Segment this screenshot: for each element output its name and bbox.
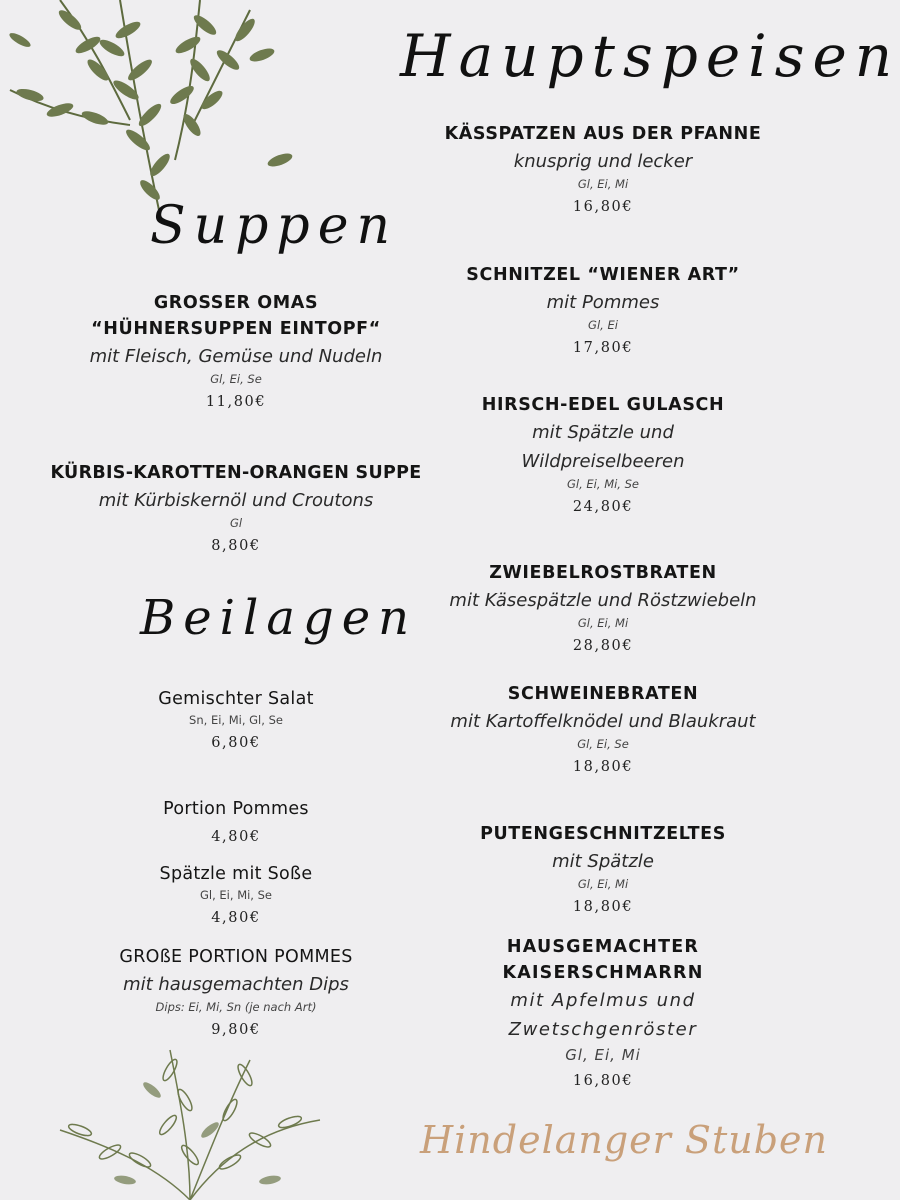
section-title-hauptspeisen: Hauptspeisen bbox=[400, 22, 900, 90]
item-price: 9,80€ bbox=[211, 1022, 261, 1038]
item-price: 6,80€ bbox=[211, 735, 261, 751]
item-name: SCHWEINEBRATEN bbox=[507, 684, 699, 704]
item-allergens: Sn, Ei, Mi, Gl, Se bbox=[189, 713, 283, 727]
item-allergens: Gl, Ei, Mi bbox=[577, 616, 629, 630]
item-name: “HÜHNERSUPPEN EINTOPF“ bbox=[91, 319, 381, 339]
item-description: mit Fleisch, Gemüse und Nudeln bbox=[89, 346, 383, 367]
item-allergens: Gl, Ei, Mi bbox=[565, 1046, 641, 1064]
menu-item-kaesspatzen bbox=[418, 121, 788, 218]
item-price: 4,80€ bbox=[211, 829, 261, 845]
item-allergens: Gl, Ei, Mi bbox=[577, 177, 629, 191]
menu-item-schweinebraten bbox=[418, 681, 788, 778]
section-title-suppen: Suppen bbox=[150, 196, 398, 256]
item-price: 16,80€ bbox=[572, 199, 634, 215]
item-description: knusprig und lecker bbox=[513, 151, 693, 172]
item-description: mit Pommes bbox=[546, 292, 660, 313]
item-price: 17,80€ bbox=[572, 340, 634, 356]
item-description: mit Apfelmus und bbox=[510, 990, 696, 1011]
item-allergens: Gl, Ei, Mi bbox=[577, 877, 629, 891]
item-name: Spätzle mit Soße bbox=[159, 864, 313, 884]
menu-item-salat bbox=[50, 686, 422, 754]
item-description: mit hausgemachten Dips bbox=[123, 974, 349, 995]
item-name: ZWIEBELROSTBRATEN bbox=[489, 563, 717, 583]
item-price: 11,80€ bbox=[205, 394, 267, 410]
menu-item-zwiebelrostbraten bbox=[418, 560, 788, 657]
item-name: Gemischter Salat bbox=[158, 689, 314, 709]
menu-item-putengeschnitzeltes bbox=[418, 821, 788, 918]
menu-item-spaetzle bbox=[50, 861, 422, 929]
item-price: 28,80€ bbox=[572, 638, 634, 654]
item-name: PUTENGESCHNITZELTES bbox=[480, 824, 726, 844]
item-description: Zwetschgenröster bbox=[508, 1019, 698, 1040]
item-name: GROSSER OMAS bbox=[153, 293, 319, 313]
item-description: mit Spätzle bbox=[552, 851, 654, 872]
item-name: SCHNITZEL “WIENER ART” bbox=[466, 265, 740, 285]
item-name: GROßE PORTION POMMES bbox=[119, 947, 353, 967]
item-description: mit Kartoffelknödel und Blaukraut bbox=[450, 711, 756, 732]
item-price: 8,80€ bbox=[211, 538, 261, 554]
item-name: KÄSSPATZEN AUS DER PFANNE bbox=[444, 124, 762, 144]
suppen-beilagen-column bbox=[50, 0, 422, 1100]
item-allergens: Gl, Ei bbox=[588, 318, 618, 332]
item-description: mit Spätzle und bbox=[532, 422, 674, 443]
menu-item-pommes bbox=[50, 796, 422, 848]
menu-item-hirsch-gulasch bbox=[418, 392, 788, 518]
item-price: 18,80€ bbox=[572, 899, 634, 915]
item-price: 24,80€ bbox=[572, 499, 634, 515]
menu-item-kaiserschmarrn bbox=[418, 934, 788, 1092]
item-name: HAUSGEMACHTER bbox=[506, 937, 700, 957]
item-price: 16,80€ bbox=[572, 1073, 634, 1089]
item-name: KAISERSCHMARRN bbox=[502, 963, 704, 983]
item-name: Portion Pommes bbox=[163, 799, 309, 819]
menu-item-kuerbis-suppe bbox=[50, 460, 422, 557]
item-allergens: Gl bbox=[229, 516, 243, 530]
menu-item-huehnersuppe bbox=[50, 290, 422, 413]
hauptspeisen-column bbox=[418, 0, 788, 1100]
restaurant-logo: Hindelanger Stuben bbox=[420, 1118, 828, 1162]
section-title-beilagen: Beilagen bbox=[140, 590, 418, 646]
item-price: 4,80€ bbox=[211, 910, 261, 926]
item-allergens: Gl, Ei, Se bbox=[210, 372, 262, 386]
item-name: KÜRBIS-KAROTTEN-ORANGEN SUPPE bbox=[50, 463, 422, 483]
menu-item-schnitzel bbox=[418, 262, 788, 359]
menu-item-grosse-pommes bbox=[50, 944, 422, 1041]
item-allergens: Gl, Ei, Se bbox=[577, 737, 629, 751]
item-description: Wildpreiselbeeren bbox=[521, 451, 685, 472]
item-allergens: Dips: Ei, Mi, Sn (je nach Art) bbox=[155, 1000, 317, 1014]
item-name: HIRSCH-EDEL GULASCH bbox=[481, 395, 725, 415]
item-allergens: Gl, Ei, Mi, Se bbox=[200, 888, 272, 902]
item-allergens: Gl, Ei, Mi, Se bbox=[567, 477, 639, 491]
item-description: mit Kürbiskernöl und Croutons bbox=[98, 490, 374, 511]
item-price: 18,80€ bbox=[572, 759, 634, 775]
item-description: mit Käsespätzle und Röstzwiebeln bbox=[449, 590, 757, 611]
